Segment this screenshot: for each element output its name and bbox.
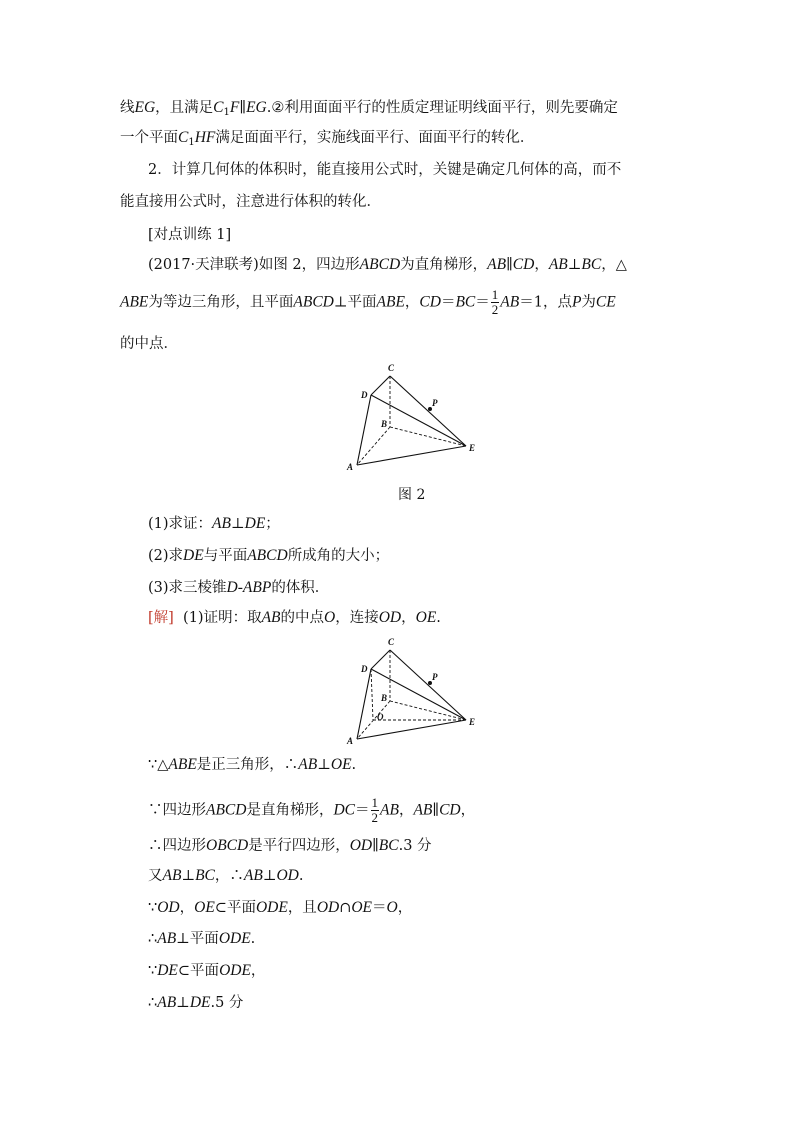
section-heading: [对点训练 1] xyxy=(148,227,232,243)
label-e: E xyxy=(469,443,476,453)
solution-step-5: ∵OD，OE⊂平面ODE，且OD∩OE＝O， xyxy=(148,899,413,916)
problem-line-2: ABE为等边三角形，且平面ABCD⊥平面ABE，CD＝BC＝ $\frac{1}{2}$ AB＝1，点P为CE xyxy=(120,287,616,317)
pyramid-figure-1 xyxy=(340,358,490,473)
paragraph-line-4: 能直接用公式时，注意进行体积的转化． xyxy=(120,194,381,210)
solution-intro: [解] (1)证明：取AB的中点O，连接OD，OE. xyxy=(148,609,441,626)
label-o: O xyxy=(377,712,384,722)
solution-step-1: ∵△ABE是正三角形，∴AB⊥OE. xyxy=(148,756,357,773)
label-e: E xyxy=(469,717,476,727)
label-c: C xyxy=(388,637,395,647)
solution-step-8: ∴AB⊥DE.5 分 xyxy=(148,994,244,1011)
paragraph-line-3: 2．计算几何体的体积时，能直接用公式时，关键是确定几何体的高，而不 xyxy=(148,162,622,178)
solution-step-7: ∵DE⊂平面ODE， xyxy=(148,962,266,979)
paragraph-line-2: 一个平面$C_1HF$满足面面平行，实施线面平行、面面平行的转化． xyxy=(120,129,535,148)
paragraph-line-1: 线EG，且满足$C_1F\parallel EG.②$利用面面平行的性质定理证明线面平行，则先要确定 xyxy=(120,99,618,118)
problem-line-1: (2017·天津联考)如图 2，四边形ABCD为直角梯形，AB∥CD，AB⊥BC，△ xyxy=(148,256,627,273)
solution-tag: [解] xyxy=(148,610,174,626)
label-a: A xyxy=(347,736,354,746)
fraction: $\frac{1}{2}$ xyxy=(491,287,499,317)
label-p: P xyxy=(432,398,438,408)
figure-caption: 图 2 xyxy=(398,487,426,503)
solution-step-3: ∴四边形OBCD是平行四边形，OD∥BC.3 分 xyxy=(148,837,432,854)
question-3: (3)求三棱锥D-ABP的体积． xyxy=(148,579,330,596)
label-d: D xyxy=(361,390,368,400)
question-1: (1)求证：AB⊥DE； xyxy=(148,515,280,532)
label-p: P xyxy=(432,672,438,682)
solution-step-4: 又AB⊥BC，∴AB⊥OD. xyxy=(148,867,304,884)
solution-step-2: ∵四边形ABCD是直角梯形，DC＝ $\frac{1}{2}$ AB，AB∥CD， xyxy=(148,795,476,825)
label-b: B xyxy=(381,419,388,429)
solution-step-6: ∴AB⊥平面ODE. xyxy=(148,930,256,947)
label-d: D xyxy=(361,664,368,674)
problem-line-3: 的中点． xyxy=(120,336,178,352)
label-a: A xyxy=(347,462,354,472)
pyramid-figure-2 xyxy=(340,632,490,747)
label-b: B xyxy=(381,693,388,703)
question-2: (2)求DE与平面ABCD所成角的大小； xyxy=(148,547,390,564)
label-c: C xyxy=(388,363,395,373)
fraction: $\frac{1}{2}$ xyxy=(371,795,379,825)
